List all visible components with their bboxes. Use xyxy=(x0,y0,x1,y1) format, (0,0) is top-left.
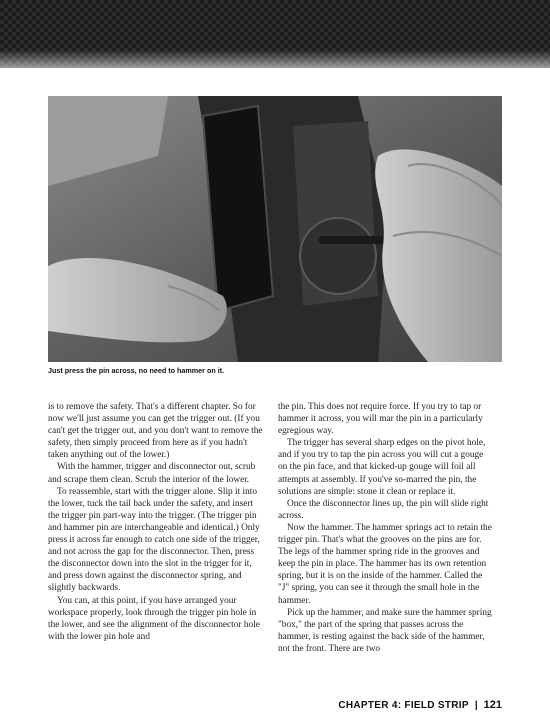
paragraph: With the hammer, trigger and disconnector out, scrub and scrape them clean. Scrub the interior of the lower. xyxy=(48,462,256,485)
page-footer xyxy=(338,699,502,711)
body-left-column xyxy=(48,401,263,643)
paragraph: To reassemble, start with the trigger alone. Slip it into the lower, tuck the tail back under the safety, and insert the trigger pin part-way into the trigger. (The trigger pin and hammer pin are interchangeable and identical.) Only press it across far enough to catch one side of the trigger, and not across the gap for the disconnector. Then, press the disconnector down into the slot in the trigger for it, and press down against the disconnector spring, and slightly backwards. xyxy=(48,486,260,594)
paragraph: The trigger has several sharp edges on the pivot hole, and if you try to tap the pin across you will cut a gouge on the pin face, and that kicked-up gouge will foil all attempts at assembly. If you've so-marred the pin, the solutions are simple: stone it clean or replace it. xyxy=(278,438,486,497)
paragraph: Once the disconnector lines up, the pin will slide right across. xyxy=(278,498,489,521)
header-banner xyxy=(0,0,550,68)
paragraph: Pick up the hammer, and make sure the hammer spring "box," the part of the spring that passes across the hammer, is resting against the back side of the hammer, not the front. There are two xyxy=(278,607,492,654)
body-right-column xyxy=(278,401,493,655)
figure-photo xyxy=(48,96,502,362)
chapter-label: CHAPTER 4: FIELD STRIP xyxy=(338,699,469,711)
paragraph: the pin. This does not require force. If you try to tap or hammer it across, you will mar the pin in a particularly egregious way. xyxy=(278,402,483,437)
footer-separator: | xyxy=(474,699,478,711)
figure-caption: Just press the pin across, no need to hammer on it. xyxy=(48,366,225,375)
paragraph: Now the hammer. The hammer springs act to retain the trigger pin. That's what the grooves on the pins are for. The legs of the hammer spring ride in the grooves and keep the pin in place. The hammer has its own retention spring, but it is on the inside of the hammer. Called the "J" spring, you can see it through the small hole in the hammer. xyxy=(278,522,492,606)
paragraph: You can, at this point, if you have arranged your workspace properly, look through the trigger pin hole in the lower, and see the alignment of the disconnector hole with the lower pin hole and xyxy=(48,595,260,642)
page-number: 121 xyxy=(483,699,502,711)
paragraph: is to remove the safety. That's a different chapter. So for now we'll just assume you can get the trigger out. (If you can't get the trigger out, and you don't want to remove the safety, then simply proceed from here as if you hadn't taken anything out of the lower.) xyxy=(48,402,263,461)
